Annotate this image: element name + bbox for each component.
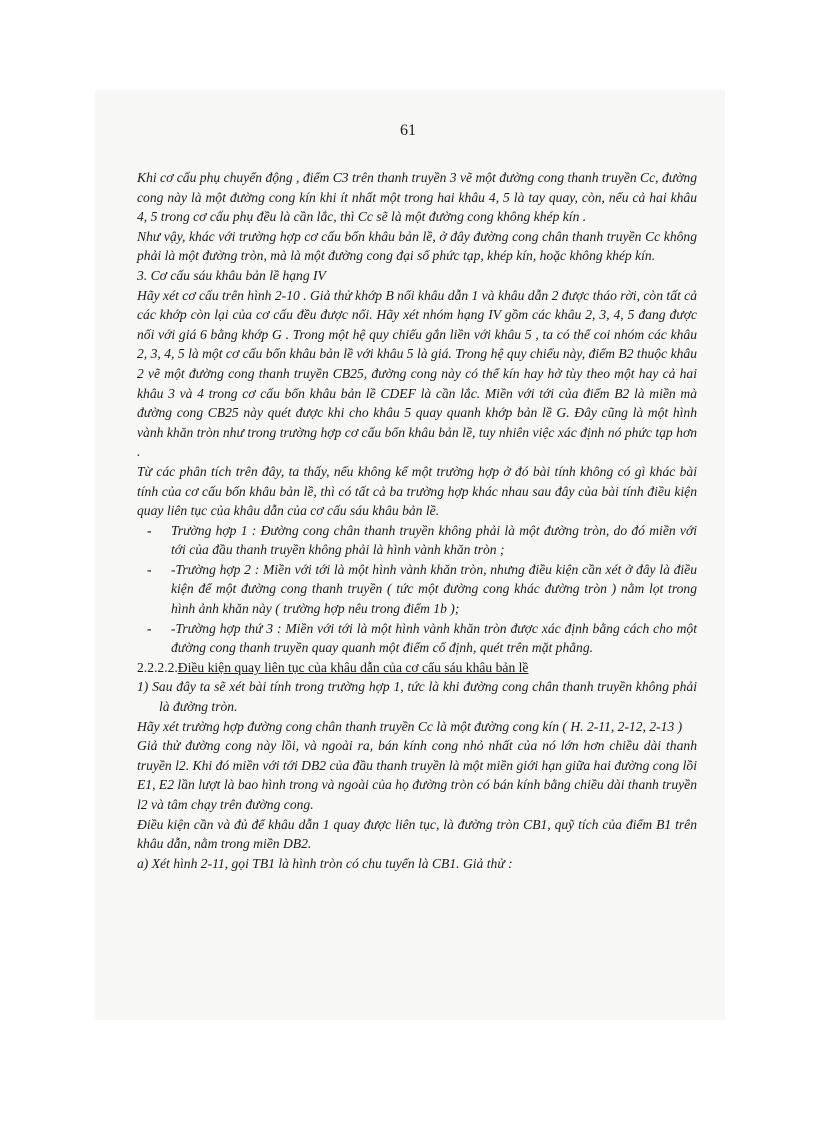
dash-bullet: - [147, 561, 152, 577]
document-body [137, 168, 697, 873]
list-item [137, 521, 697, 560]
list-item-text: Trường hợp 1 : Đường cong chân thanh truyền không phải là một đường tròn, do đó miền với tới của đầu thanh truyền không phải là hình vành khăn tròn ; [171, 522, 697, 558]
paragraph-3: Hãy xét cơ cấu trên hình 2-10 . Giả thử khớp B nối khâu dẫn 1 và khâu dẫn 2 được tháo rời, còn tất cả các khớp còn lại của cơ cấu đều được nối. Hãy xét nhóm hạng IV gồm các khâu 2, 3, 4, 5 đang được nối với giá 6 bằng khớp G . Trong một hệ quy chiếu gắn liền với khâu 5 , ta có thể coi nhóm các khâu 2, 3, 4, 5 là một cơ cấu bốn khâu bản lề với khâu 5 là giá. Trong hệ quy chiếu này, điểm B2 thuộc khâu 2 vẽ một đường cong thanh truyền CB25, đường cong này có thể kín hay hở tùy theo một hay cả hai khâu 3 và 4 trong cơ cấu bốn khâu bản lề CDEF là cần lắc. Miền với tới của điểm B2 là miền mà đường cong CB25 này quét được khi cho khâu 5 quay quanh khớp bản lề G. Đây cũng là một hình vành khăn tròn như trong trường hợp cơ cấu bốn khâu bản lề, tuy nhiên việc xác định nó phức tạp hơn . [137, 287, 697, 460]
section-number: 2.2.2.2. [137, 659, 178, 675]
list-item [137, 619, 697, 658]
numbered-item: 1) Sau đây ta sẽ xét bài tính trong trường hợp 1, tức là khi đường cong chân thanh truyền không phải là đường tròn. [137, 679, 697, 715]
paragraph-2: Như vậy, khác với trường hợp cơ cấu bốn khâu bản lề, ở đây đường cong chân thanh truyền Cc không phải là một đường tròn, mà là một đường cong đại số phức tạp, khép kín, hoặc không khép kín. [137, 228, 697, 264]
list-item [137, 560, 697, 619]
dash-bullet: - [147, 522, 152, 538]
paragraph-4: Từ các phân tích trên đây, ta thấy, nếu không kể một trường hợp ở đó bài tính không có gì khác bài tính của cơ cấu bốn khâu bản lề, thì có tất cả ba trường hợp khác nhau sau đây của bài tính điều kiện quay liên tục của khâu dẫn của cơ cấu sáu khâu bản lề. [137, 463, 697, 519]
paragraph-1: Khi cơ cấu phụ chuyển động , điểm C3 trên thanh truyền 3 vẽ một đường cong thanh truyền Cc, đường cong này là một đường cong kín khi ít nhất một trong hai khâu 4, 5 là tay quay, còn, nếu cả hai khâu 4, 5 trong cơ cấu phụ đều là cần lắc, thì Cc sẽ là một đường cong không khép kín . [137, 170, 697, 225]
page-number: 61 [400, 122, 416, 139]
paragraph-6: Giả thử đường cong này lồi, và ngoài ra, bán kính cong nhỏ nhất của nó lớn hơn chiều dài thanh truyền l2. Khi đó miền với tới DB2 của đầu thanh truyền là một miền giới hạn giữa hai đường cong lồi E1, E2 lần lượt là bao hình trong và ngoài của họ đường tròn có bán kính bằng chiều dài thanh truyền l2 và tâm chạy trên đường cong. [137, 738, 697, 812]
section-title: Điều kiện quay liên tục của khâu dẫn của cơ cấu sáu khâu bản lề [177, 659, 529, 675]
dash-bullet: - [147, 620, 152, 636]
list-item-text: -Trường hợp thứ 3 : Miền với tới là một hình vành khăn tròn được xác định bằng cách cho một đường cong thanh truyền quay quanh một điểm cố định, quét trên mặt phẳng. [171, 620, 697, 656]
case-list [137, 521, 697, 658]
list-item-text: -Trường hợp 2 : Miền với tới là một hình vành khăn tròn, nhưng điều kiện cần xét ở đây là điều kiện để một đường cong thanh truyền ( tức một đường cong khác đường tròn ) nằm lọt trong hình ảnh khăn này ( trường hợp nêu trong điểm 1b ); [171, 561, 697, 617]
subsection-heading: 3. Cơ cấu sáu khâu bản lề hạng IV [137, 267, 326, 283]
paragraph-7: Điều kiện cần và đủ để khâu dẫn 1 quay được liên tục, là đường tròn CB1, quỹ tích của điểm B1 trên khâu dẫn, nằm trong miền DB2. [137, 816, 697, 852]
paragraph-5: Hãy xét trường hợp đường cong chân thanh truyền Cc là một đường cong kín ( H. 2-11, 2-12, 2-13 ) [137, 718, 683, 734]
section-heading [137, 658, 697, 678]
paragraph-8: a) Xét hình 2-11, gọi TB1 là hình tròn có chu tuyến là CB1. Giả thử : [137, 855, 513, 871]
